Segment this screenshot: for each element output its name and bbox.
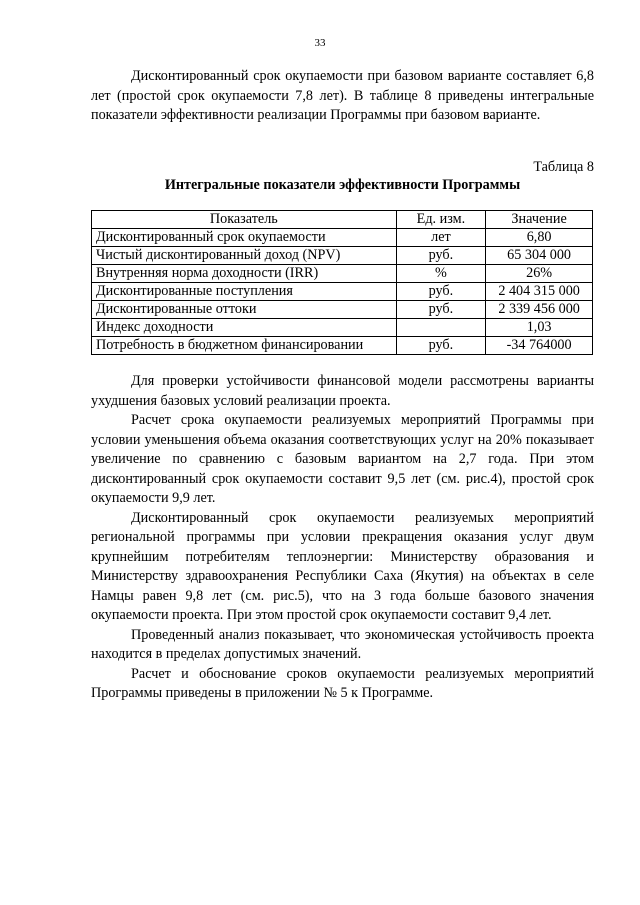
table-row [92,229,593,247]
cell-unit: руб. [396,247,486,265]
cell-unit: руб. [396,283,486,301]
cell-indicator: Дисконтированный срок окупаемости [92,229,397,247]
cell-value: 26% [486,265,593,283]
paragraph: Расчет и обоснование сроков окупаемости реализуемых мероприятий Программы приведены в приложении № 5 к Программе. [91,665,594,701]
cell-indicator: Дисконтированные оттоки [92,301,397,319]
table-row [92,301,593,319]
cell-value: 2 404 315 000 [486,283,593,301]
cell-value: 2 339 456 000 [486,301,593,319]
cell-indicator: Индекс доходности [92,319,397,337]
paragraph: Проведенный анализ показывает, что экономическая устойчивость проекта находится в пределах допустимых значений. [91,626,594,662]
cell-unit: лет [396,229,486,247]
cell-indicator: Внутренняя норма доходности (IRR) [92,265,397,283]
intro-paragraph: Дисконтированный срок окупаемости при базовом варианте составляет 6,8 лет (простой срок окупаемости 7,8 лет). В таблице 8 приведены интегральные показатели эффективности реализации Программы при базовом варианте. [91,68,594,123]
cell-unit: % [396,265,486,283]
paragraph: Расчет срока окупаемости реализуемых мероприятий Программы при условии уменьшения объема оказания соответствующих услуг на 20% показывает увеличение по сравнению с базовым вариантом на 2,7 года. При этом дисконтированный срок окупаемости составит 9,5 лет (см. рис.4), простой срок окупаемости 9,9 лет. [91,412,594,506]
cell-value: 6,80 [486,229,593,247]
table-row [92,283,593,301]
table-row [92,319,593,337]
table-header-row [92,211,593,229]
cell-unit: руб. [396,301,486,319]
header-indicator: Показатель [92,211,397,229]
table-row [92,265,593,283]
header-unit: Ед. изм. [396,211,486,229]
cell-indicator: Потребность в бюджетном финансировании [92,337,397,355]
cell-value: -34 764000 [486,337,593,355]
cell-unit [396,319,486,337]
table-number-label: Таблица 8 [533,159,594,175]
table-row [92,247,593,265]
paragraph: Дисконтированный срок окупаемости реализуемых мероприятий региональной программы при условии прекращения оказания услуг двум крупнейшим потребителям теплоэнергии: Министерству образования и Министерству здравоохранения Республики Саха (Якутия) на объектах в селе Намцы равен 9,8 лет (см. рис.5), что на 3 года больше базового значения окупаемости проекта. При этом простой срок окупаемости составит 9,4 лет. [91,509,594,623]
cell-value: 65 304 000 [486,247,593,265]
table-row [92,337,593,355]
indicators-table [91,210,593,355]
cell-unit: руб. [396,337,486,355]
cell-indicator: Дисконтированные поступления [92,283,397,301]
table-caption: Интегральные показатели эффективности Программы [164,177,521,193]
page-number: 33 [314,37,326,49]
body-text [91,372,594,704]
paragraph: Для проверки устойчивости финансовой модели рассмотрены варианты ухудшения базовых условий реализации проекта. [91,373,594,409]
cell-value: 1,03 [486,319,593,337]
cell-indicator: Чистый дисконтированный доход (NPV) [92,247,397,265]
header-value: Значение [486,211,593,229]
